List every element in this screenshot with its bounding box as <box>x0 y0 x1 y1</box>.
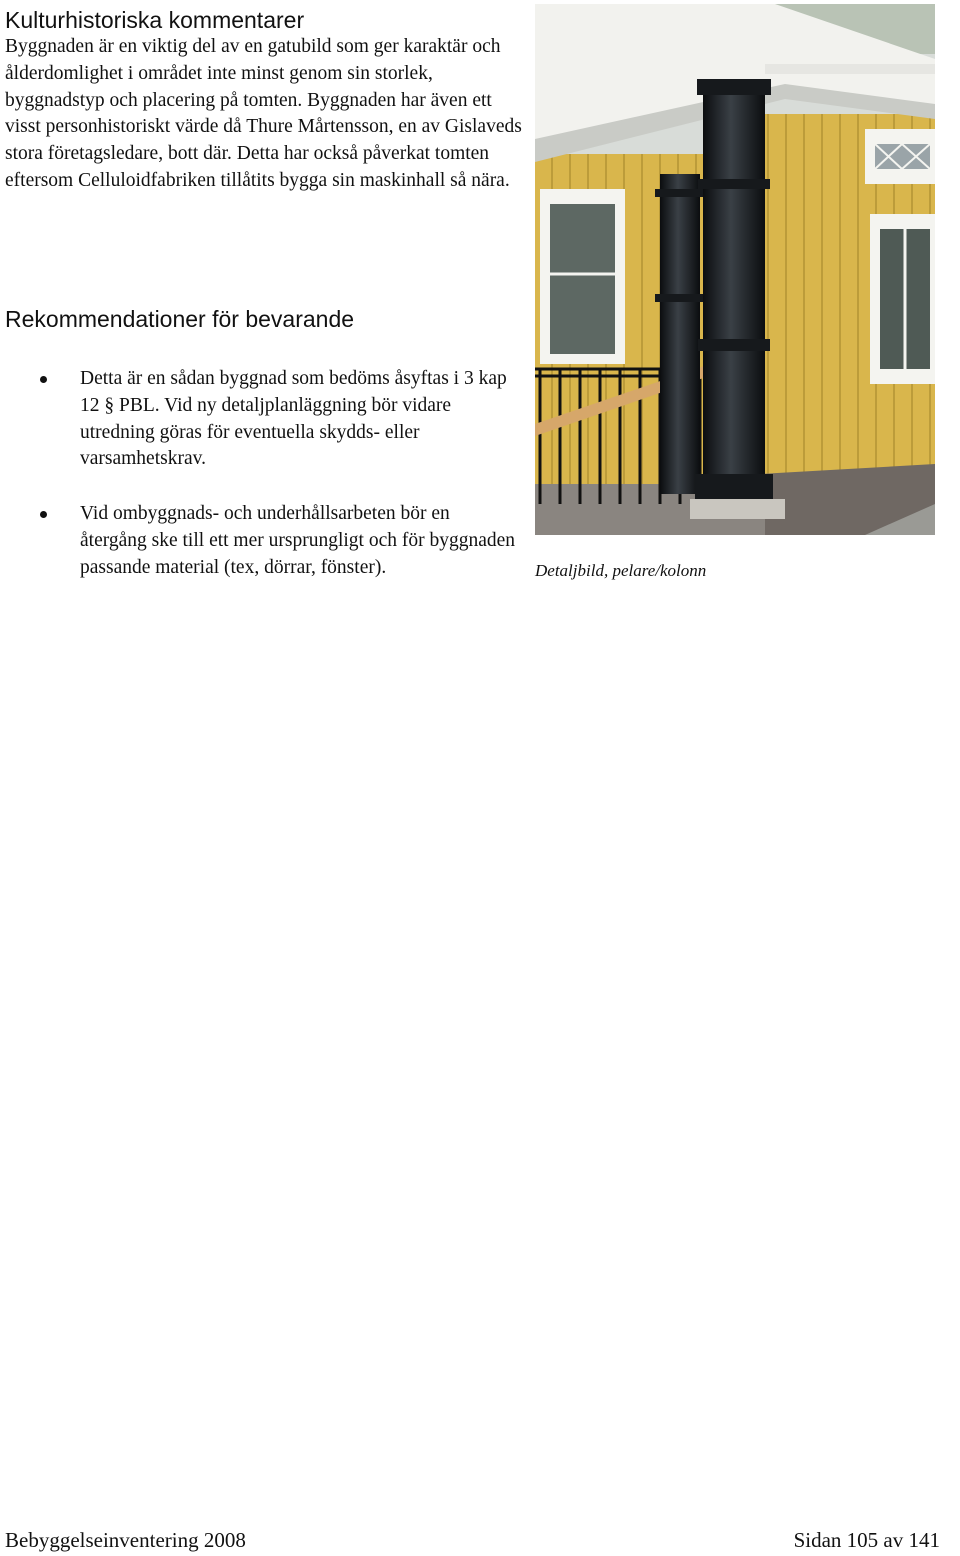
footer-title: Bebyggelseinventering 2008 <box>5 1528 246 1552</box>
recommendation-list <box>0 366 520 610</box>
list-item-text: Vid ombyggnads- och underhållsarbeten bör en återgång ske till ett mer ursprungligt och för byggnaden passande material (tex, dörrar, fönster). <box>80 503 516 578</box>
photo-caption: Detaljbild, pelare/kolonn <box>535 561 707 580</box>
bullet-icon <box>40 511 47 518</box>
section-body-text: Byggnaden är en viktig del av en gatubild som ger karaktär och ålderdomlighet i området inte minst genom sin storlek, byggnadstyp och placering på tomten. Byggnaden har även ett visst personhistoriskt värde då Thure Mårtensson, en av Gislaveds stora företagsledare, bott där. Detta har också påverkat tomten eftersom Celluloidfabriken tillåtits bygga sin maskinhall så nära. <box>5 36 522 191</box>
list-item <box>0 501 520 581</box>
bullet-icon <box>40 376 47 383</box>
list-item-text: Detta är en sådan byggnad som bedöms åsyftas i 3 kap 12 § PBL. Vid ny detaljplanläggning bör vidare utredning göras för eventuella skydds- eller varsamhetskrav. <box>80 368 507 470</box>
column-photo <box>535 4 935 535</box>
section-heading-kulturhistoriska: Kulturhistoriska kommentarer <box>5 7 305 33</box>
section-heading-rekommendationer: Rekommendationer för bevarande <box>5 306 355 332</box>
page-number: Sidan 105 av 141 <box>793 1528 940 1552</box>
list-item <box>0 366 520 473</box>
